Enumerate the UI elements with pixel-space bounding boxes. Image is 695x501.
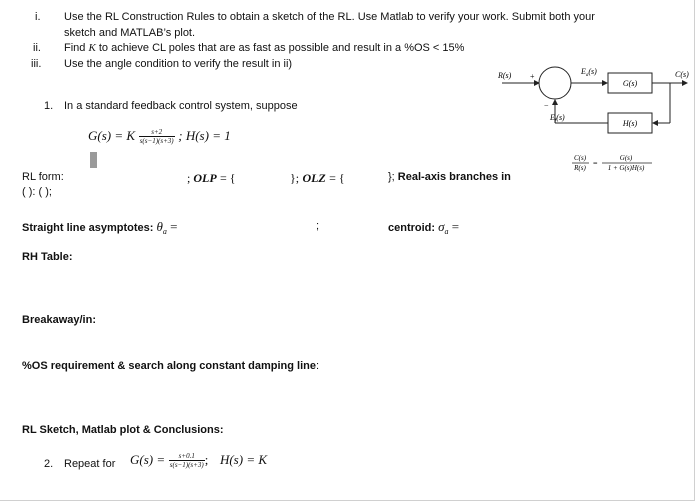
instruction-2-number: ii. [33,42,41,54]
problem-2-equation: G(s) = $\frac{s+0.1}{s(s-1)(s+3)}$ ; H(s) = K [130,452,268,470]
olp-field: ; OLP = { [187,171,236,185]
problem-1-number: 1. [44,100,54,112]
input-label: R(s) [498,71,512,80]
olz-field: }; OLZ = { [290,171,345,185]
rh-table-heading: RH Table: [22,251,73,263]
tf-rhs-denominator: 1 + G(s)H(s) [607,164,645,172]
asymptotes-line: Straight line asymptotes: $\theta_a$ = [22,219,178,237]
text-cursor-highlight [90,152,97,168]
k-variable: K [88,42,96,54]
rl-form-label: RL form: [22,171,64,183]
g-of-s-fraction: $\frac{s+2}{s(s-1)(s+3)}$ [139,128,174,146]
feedback-signal-label: $E_f(s)$ [550,113,565,124]
os-requirement-heading: %OS requirement & search along constant damping line: [22,360,320,372]
feedback-block-diagram [492,58,692,178]
rl-sketch-heading: RL Sketch, Matlab plot & Conclusions: [22,424,224,436]
instruction-1-continuation: sketch and MATLAB’s plot. [64,27,196,39]
centroid-line: centroid: $\sigma_a$ = [388,219,460,237]
error-label: $E_a(s)$ [581,67,597,78]
instruction-2-text: Find K to achieve CL poles that are as fast as possible and result in a %OS < 15% [64,42,465,54]
tf-lhs-numerator: C(s) [573,154,587,162]
problem-2-text: Repeat for [64,458,116,470]
output-label: C(s) [675,70,689,79]
instruction-1-text: Use the RL Construction Rules to obtain a sketch of the RL. Use Matlab to verify your work. Submit both your [64,11,595,23]
breakaway-heading: Breakaway/in: [22,314,96,326]
minus-sign: − [544,101,549,110]
problem-1-intro: In a standard feedback control system, suppose [64,100,298,112]
tf-equals: = [593,159,598,168]
problem-2-number: 2. [44,458,54,470]
rl-form-parentheses: ( ): ( ); [22,186,52,198]
instruction-3-number: iii. [31,58,42,70]
g-of-s-equation: G(s) = K $\frac{s+2}{s(s-1)(s+3)}$ ; H(s) = 1 [88,128,231,146]
problem-2-fraction: $\frac{s+0.1}{s(s-1)(s+3)}$ [169,452,204,470]
plus-sign: + [530,72,535,81]
summing-junction [539,67,571,99]
asymptotes-separator: ; [316,220,320,232]
tf-lhs-denominator: R(s) [574,164,586,172]
instruction-3-text: Use the angle condition to verify the result in ii) [64,58,293,70]
forward-block-label: G(s) [622,79,638,88]
instruction-1-number: i. [35,11,41,23]
real-axis-branches-field: }; Real-axis branches in [388,171,511,183]
tf-rhs-numerator: G(s) [619,154,633,162]
feedback-block-label: H(s) [622,119,638,128]
